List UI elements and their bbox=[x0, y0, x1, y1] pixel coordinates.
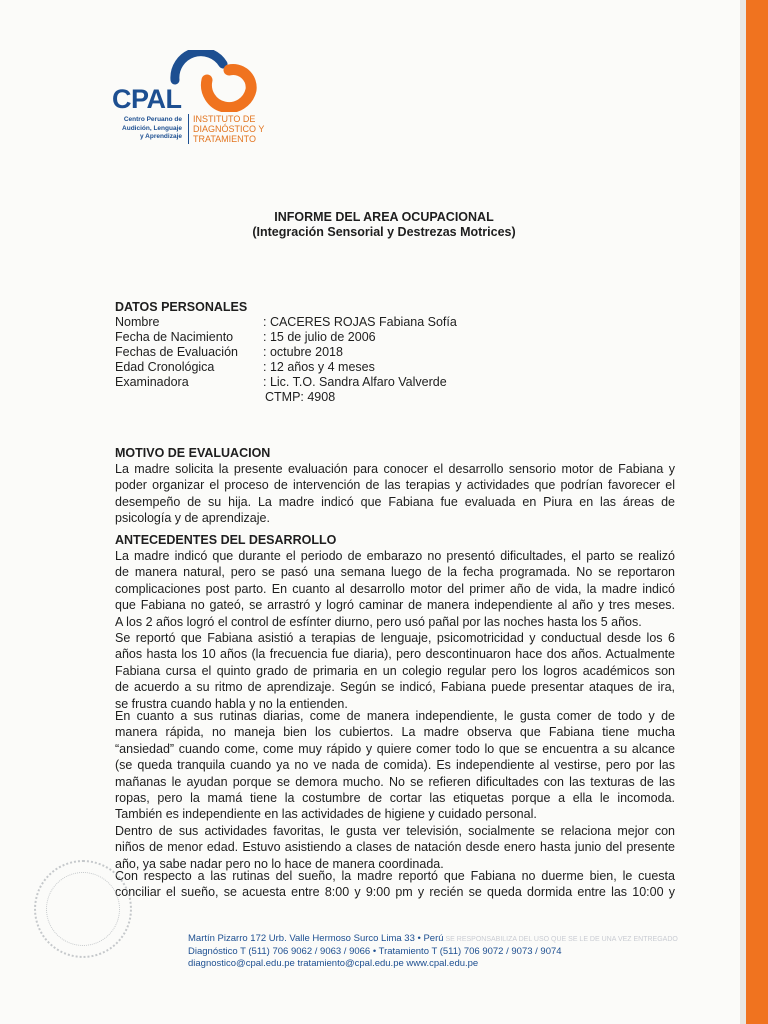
motivo-heading: MOTIVO DE EVALUACION bbox=[115, 446, 271, 460]
motivo-paragraph: La madre solicita la presente evaluación para conocer el desarrollo sensorio motor de Fabiana y poder organizar el proceso de intervención de las terapias y actividades que podrían favorecer el desempeño de su hija. La madre indicó que Fabiana fue evaluada en Piura en las áreas de psicología y de aprendizaje. bbox=[115, 462, 675, 526]
footer-ghost-text: SE RESPONSABILIZA DEL USO QUE SE LE DE UNA VEZ ENTREGADO bbox=[443, 936, 678, 943]
personal-data-heading: DATOS PERSONALES bbox=[115, 300, 248, 314]
report-title: INFORME DEL AREA OCUPACIONAL bbox=[274, 210, 494, 224]
antecedentes-heading: ANTECEDENTES DEL DESARROLLO bbox=[115, 533, 337, 547]
footer-emails: diagnostico@cpal.edu.pe tratamiento@cpal.edu.pe www.cpal.edu.pe bbox=[188, 958, 479, 969]
logo-swirl-icon bbox=[167, 50, 267, 112]
report-subtitle: (Integración Sensorial y Destrezas Motrices) bbox=[252, 225, 516, 239]
logo-subtitle-right: INSTITUTO DE DIAGNÓSTICO Y TRATAMIENTO bbox=[188, 114, 293, 144]
faded-stamp bbox=[34, 860, 132, 958]
logo-wordmark: CPAL bbox=[112, 84, 182, 114]
footer-address: Martín Pizarro 172 Urb. Valle Hermoso Surco Lima 33 • Perú bbox=[188, 933, 444, 944]
footer-phones: Diagnóstico T (511) 706 9062 / 9063 / 9066 • Tratamiento T (511) 706 9072 / 9073 / 9074 bbox=[188, 946, 562, 957]
footer-contact bbox=[188, 933, 678, 970]
antecedentes-paragraph-2: En cuanto a sus rutinas diarias, come de manera independiente, le gusta comer de todo y de manera rápida, no maneja bien los cubiertos. La madre observa que Fabiana tiene mucha “ansiedad” cuando come, come muy rápido y quiere comer todo lo que se encuentra a su alcance (se queda tranquila cuando ya no ve nada de comida). Es independiente al vestirse, pero por las mañanas le ayudan porque se demora mucho. No se refieren dificultades con las texturas de las ropas, pero la mamá tiene la costumbre de cortar las etiquetas porque a ella le incomoda. También es independiente en las actividades de higiene y cuidado personal. Dentro de sus actividades favoritas, le gusta ver televisión, socialmente se relaciona mejor con niños de menor edad. Estuvo asistiendo a clases de natación desde enero hasta junio del presente año, ya sabe nadar pero no lo hace de manera coordinada. bbox=[115, 709, 675, 871]
orange-edge-stripe bbox=[746, 0, 768, 1024]
logo-subtitle-left: Centro Peruano de Audición, Lenguaje y Aprendizaje bbox=[122, 116, 182, 140]
antecedentes-paragraph-3: Con respecto a las rutinas del sueño, la madre reportó que Fabiana no duerme bien, le cuesta conciliar el sueño, se acuesta entre 8:00 y 9:00 pm y recién se queda dormida entre las 10:00 y bbox=[115, 869, 675, 900]
antecedentes-paragraph-1: La madre indicó que durante el periodo de embarazo no presentó dificultades, el parto se realizó de manera natural, pero se pasó una semana luego de la fecha programada. No se reportaron complicaciones post parto. En cuanto al desarrollo motor del primer año de vida, la madre indicó que Fabiana no gateó, se arrastró y logró caminar de manera independiente al año y tres meses. A los 2 años logró el control de esfínter diurno, pero usó pañal por las noches hasta los 5 años. Se reportó que Fabiana asistió a terapias de lenguaje, psicomotricidad y conductual desde los 6 años hasta los 10 años (la frecuencia fue diaria), pero descontinuaron hace dos años. Actualmente Fabiana cursa el quinto grado de primaria en un colegio regular pero los logros académicos son de acuerdo a su ritmo de aprendizaje. Según se indicó, Fabiana puede presentar ataques de ira, se frustra cuando habla y no la entienden. bbox=[115, 549, 675, 711]
cpal-logo bbox=[112, 50, 272, 150]
